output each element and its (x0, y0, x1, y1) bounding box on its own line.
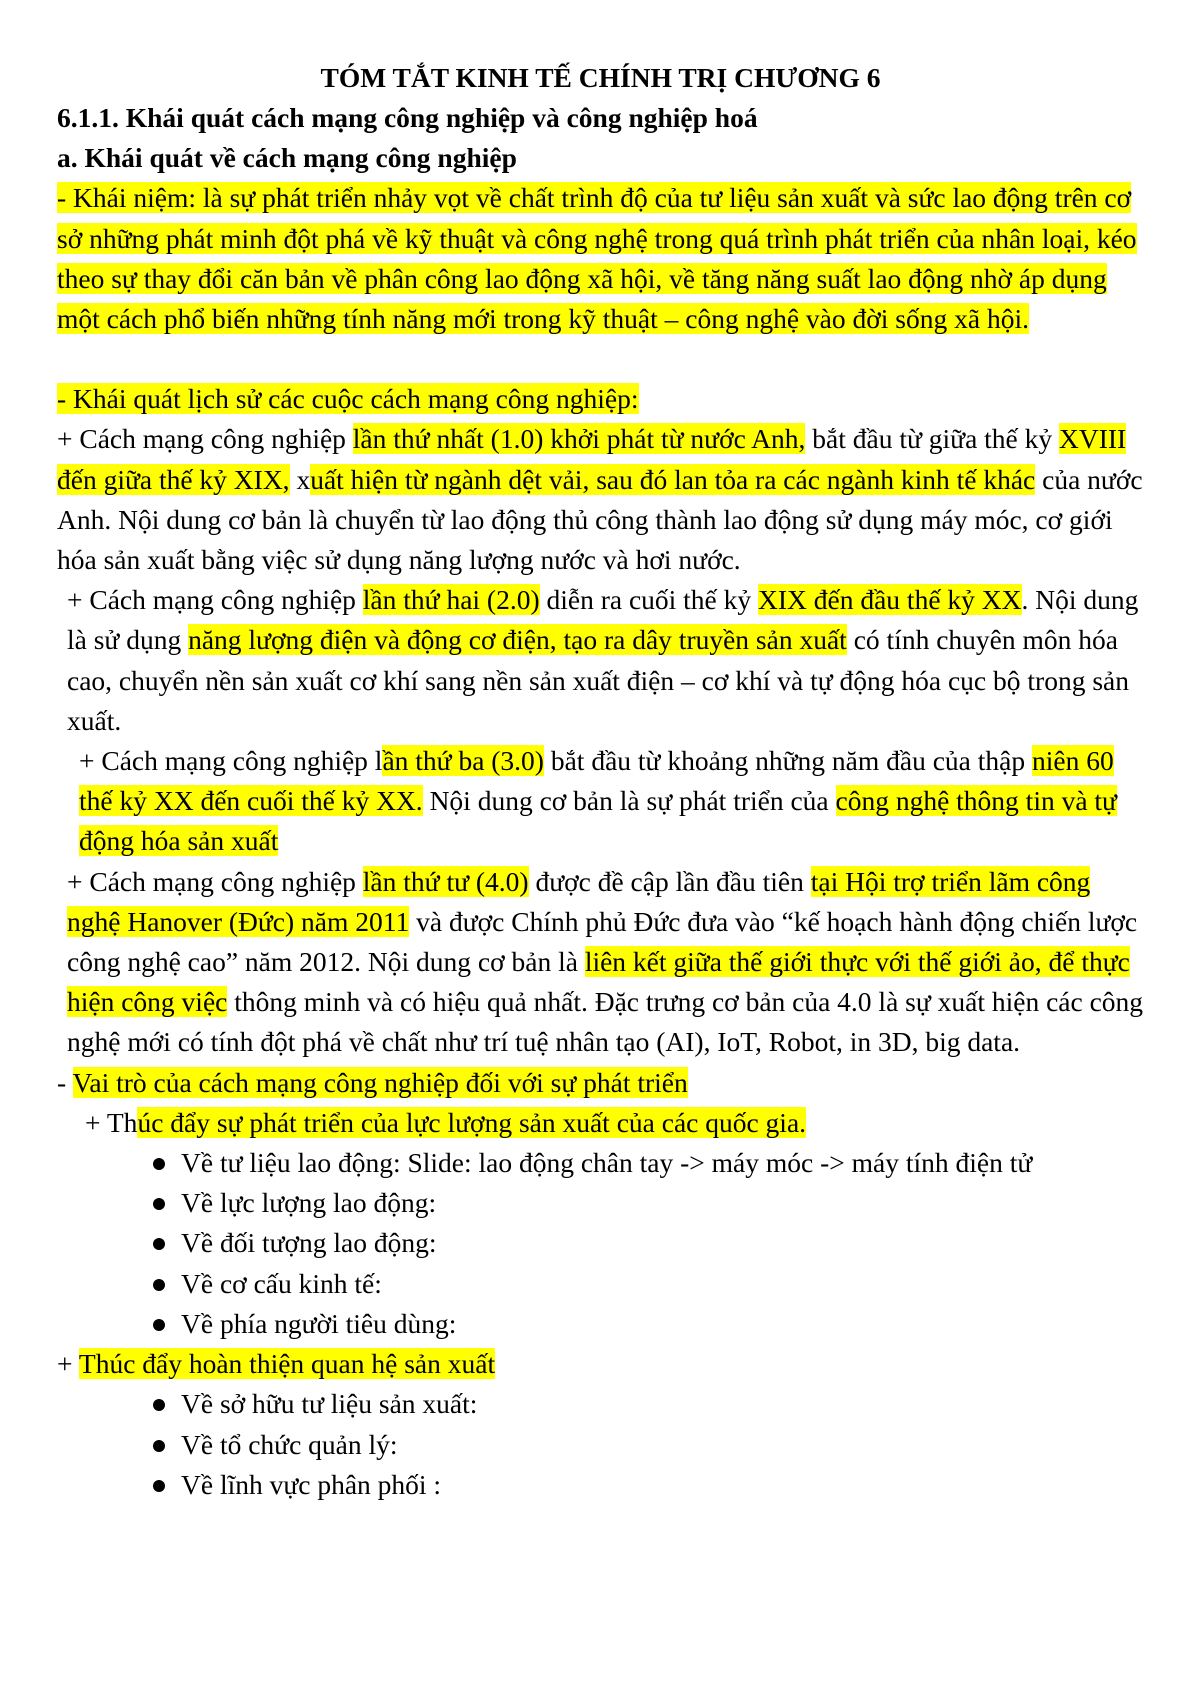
list-item: Về cơ cấu kinh tế: (57, 1264, 1144, 1304)
revolution-3-paragraph: + Cách mạng công nghiệp lần thứ ba (3.0) bắt đầu từ khoảng những năm đầu của thập niên 60 thế kỷ XX đến cuối thế kỷ XX. Nội dung cơ bản là sự phát triển của công nghệ thông tin và tự động hóa sản xuất (79, 745, 1117, 857)
list-item: Về lực lượng lao động: (57, 1183, 1144, 1223)
list-item: Về đối tượng lao động: (57, 1223, 1144, 1263)
concept-text: Khái niệm: là sự phát triển nhảy vọt về chất trình độ của tư liệu sản xuất và sức lao động trên cơ sở những phát minh đột phá về kỹ thuật và công nghệ trong quá trình phát triển của nhân loại, kéo theo sự thay đổi căn bản về phân công lao động xã hội, về tăng năng suất lao động nhờ áp dụng một cách phổ biến những tính năng mới trong kỹ thuật – công nghệ vào đời sống xã hội. (57, 182, 1137, 335)
revolution-1-paragraph: + Cách mạng công nghiệp lần thứ nhất (1.0) khởi phát từ nước Anh, bắt đầu từ giữa thế kỷ XVIII đến giữa thế kỷ XIX, xuất hiện từ ngành dệt vải, sau đó lan tỏa ra các ngành kinh tế khác của nước Anh. Nội dung cơ bản là chuyển từ lao động thủ công thành lao động sử dụng máy móc, cơ giới hóa sản xuất bằng việc sử dụng năng lượng nước và hơi nước. (57, 423, 1143, 576)
history-heading: - Khái quát lịch sử các cuộc cách mạng công nghiệp: (57, 383, 639, 415)
concept-paragraph: - Khái niệm: là sự phát triển nhảy vọt về chất trình độ của tư liệu sản xuất và sức lao động trên cơ sở những phát minh đột phá về kỹ thuật và công nghệ trong quá trình phát triển của nhân loại, kéo theo sự thay đổi căn bản về phân công lao động xã hội, về tăng năng suất lao động nhờ áp dụng một cách phổ biến những tính năng mới trong kỹ thuật – công nghệ vào đời sống xã hội. (57, 182, 1137, 335)
revolution-2-paragraph: + Cách mạng công nghiệp lần thứ hai (2.0) diễn ra cuối thế kỷ XIX đến đầu thế kỷ XX. Nội dung là sử dụng năng lượng điện và động cơ điện, tạo ra dây truyền sản xuất có tính chuyên môn hóa cao, chuyển nền sản xuất cơ khí sang nền sản xuất điện – cơ khí và tự động hóa cục bộ trong sản xuất. (67, 584, 1139, 736)
list-item: Về tổ chức quản lý: (57, 1425, 1144, 1465)
section-heading: 6.1.1. Khái quát cách mạng công nghiệp và công nghiệp hoá (57, 102, 758, 133)
list-item: Về phía người tiêu dùng: (57, 1304, 1144, 1344)
document-title: TÓM TẮT KINH TẾ CHÍNH TRỊ CHƯƠNG 6 (320, 62, 881, 93)
list-item: Về sở hữu tư liệu sản xuất: (57, 1384, 1144, 1424)
list-item: Về tư liệu lao động: Slide: lao động chân tay -> máy móc -> máy tính điện tử (57, 1143, 1144, 1183)
list-item: Về lĩnh vực phân phối : (57, 1465, 1144, 1505)
role-point-1: + Thúc đẩy sự phát triển của lực lượng sản xuất của các quốc gia. (85, 1106, 807, 1138)
role-point-2: + Thúc đẩy hoàn thiện quan hệ sản xuất (57, 1348, 496, 1380)
role-heading: - Vai trò của cách mạng công nghiệp đối với sự phát triển (57, 1066, 688, 1098)
blank-line (57, 339, 1144, 379)
role-point-2-list (57, 1384, 1144, 1505)
revolution-4-paragraph: + Cách mạng công nghiệp lần thứ tư (4.0) được đề cập lần đầu tiên tại Hội trợ triển lãm công nghệ Hanover (Đức) năm 2011 và được Chính phủ Đức đưa vào “kế hoạch hành động chiến lược công nghệ cao” năm 2012. Nội dung cơ bản là liên kết giữa thế giới thực với thế giới ảo, để thực hiện công việc thông minh và có hiệu quả nhất. Đặc trưng cơ bản của 4.0 là sự xuất hiện các công nghệ mới có tính đột phá về chất như trí tuệ nhân tạo (AI), IoT, Robot, in 3D, big data. (67, 865, 1144, 1058)
role-point-1-list (57, 1143, 1144, 1344)
subsection-heading: a. Khái quát về cách mạng công nghiệp (57, 142, 517, 174)
